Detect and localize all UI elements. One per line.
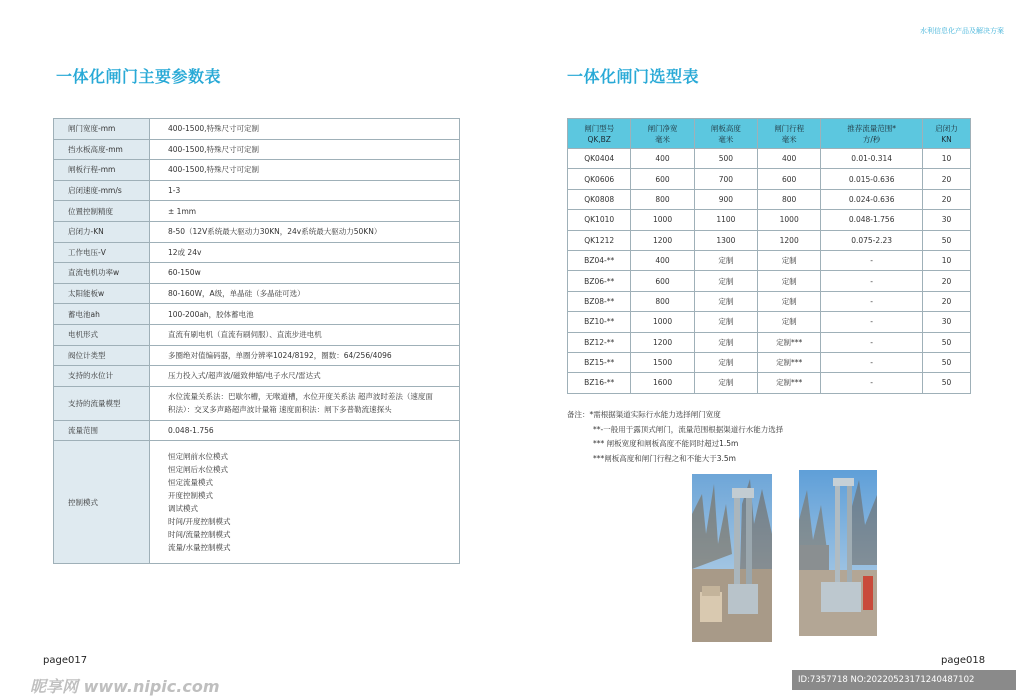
parameter-row [54, 242, 460, 263]
model-cell: - [821, 332, 923, 352]
parameter-value-line: 0.048-1.756 [168, 426, 214, 436]
model-cell: 0.015-0.636 [821, 169, 923, 189]
gate-photo-1 [692, 474, 772, 642]
model-cell: 30 [922, 210, 970, 230]
model-cell: - [821, 291, 923, 311]
parameter-value-line: 调试模式 [168, 504, 198, 514]
model-cell: 0.075-2.23 [821, 230, 923, 250]
parameter-name: 流量范围 [54, 420, 150, 441]
parameter-row [54, 201, 460, 222]
model-cell: 20 [922, 169, 970, 189]
model-cell: - [821, 271, 923, 291]
model-cell: QK0606 [568, 169, 631, 189]
column-header [631, 119, 694, 149]
model-cell: BZ10-** [568, 312, 631, 332]
parameter-row [54, 160, 460, 181]
parameter-value [150, 386, 460, 420]
model-cell: 1100 [694, 210, 757, 230]
model-cell: BZ12-** [568, 332, 631, 352]
parameter-row [54, 283, 460, 304]
model-cell: 定制 [758, 312, 821, 332]
parameter-value-line: 100-200ah，胶体蓄电池 [168, 309, 254, 319]
model-cell: 定制 [694, 271, 757, 291]
column-header [922, 119, 970, 149]
parameter-row [54, 441, 460, 564]
note-line-0 [567, 408, 783, 423]
parameter-value [150, 441, 460, 564]
model-cell: 400 [631, 250, 694, 270]
parameter-value-line: 8-50（12V系统最大驱动力30KN，24v系统最大驱动力50KN） [168, 227, 382, 237]
model-cell: 1500 [631, 352, 694, 372]
parameter-name: 支持的流量模型 [54, 386, 150, 420]
parameter-value [150, 201, 460, 222]
model-cell: 定制*** [758, 332, 821, 352]
parameter-value-line: 多圈绝对值编码器，单圈分辨率1024/8192，圈数：64/256/4096 [168, 350, 392, 360]
model-cell: 900 [694, 189, 757, 209]
image-id-bar: ID:7357718 NO:20220523171240487102 [792, 670, 1016, 690]
model-cell: BZ15-** [568, 352, 631, 372]
parameter-value-line: 400-1500,特殊尺寸可定制 [168, 144, 259, 154]
model-cell: 定制 [694, 373, 757, 393]
model-cell: 600 [631, 271, 694, 291]
parameter-value [150, 345, 460, 366]
model-cell: - [821, 373, 923, 393]
model-row [568, 373, 971, 393]
model-cell: 1300 [694, 230, 757, 250]
parameter-value [150, 119, 460, 140]
model-cell: QK1212 [568, 230, 631, 250]
parameter-name: 位置控制精度 [54, 201, 150, 222]
model-cell: 50 [922, 332, 970, 352]
model-cell: 1200 [631, 332, 694, 352]
parameter-row [54, 345, 460, 366]
model-cell: 1200 [631, 230, 694, 250]
parameter-value-line: ± 1mm [168, 206, 197, 216]
model-cell: 定制 [694, 332, 757, 352]
model-cell: BZ08-** [568, 291, 631, 311]
column-header [758, 119, 821, 149]
parameter-value-line: 时间/流量控制模式 [168, 530, 231, 540]
parameter-value-line: 积法）：交叉多声路超声波计量箱 速度面积法：闸下多普勒流速探头 [168, 405, 392, 415]
model-row [568, 332, 971, 352]
parameter-value-line: 60-150w [168, 268, 201, 278]
parameter-name: 启闭力-KN [54, 221, 150, 242]
model-cell: 1000 [758, 210, 821, 230]
column-header-line: 闸门型号 [584, 123, 615, 133]
parameter-name: 蓄电池ah [54, 304, 150, 325]
model-cell: 定制 [694, 352, 757, 372]
model-cell: 定制 [694, 312, 757, 332]
parameter-name: 闸板行程-mm [54, 160, 150, 181]
model-cell: 0.048-1.756 [821, 210, 923, 230]
model-row [568, 169, 971, 189]
column-header [694, 119, 757, 149]
model-cell: 10 [922, 250, 970, 270]
model-cell: - [821, 312, 923, 332]
column-header-line: 启闭力 [935, 123, 958, 133]
parameter-row [54, 263, 460, 284]
model-cell: 400 [631, 149, 694, 169]
parameter-value-line: 压力投入式/超声波/磁致伸缩/电子水尺/雷达式 [168, 371, 321, 381]
right-page-title: 一体化闸门选型表 [567, 67, 700, 86]
column-header-line: KN [941, 134, 952, 144]
model-cell: 20 [922, 189, 970, 209]
parameter-name: 控制模式 [54, 441, 150, 564]
column-header-line: 推荐流量范围* [847, 123, 897, 133]
parameter-value-line: 恒定闸前水位模式 [168, 452, 228, 462]
model-cell: 50 [922, 230, 970, 250]
parameter-value [150, 139, 460, 160]
model-cell: 10 [922, 149, 970, 169]
parameter-row [54, 221, 460, 242]
column-header-line: QK,BZ [587, 134, 611, 144]
model-row [568, 189, 971, 209]
parameter-name: 直流电机功率w [54, 263, 150, 284]
parameter-value [150, 221, 460, 242]
parameter-value [150, 242, 460, 263]
model-cell: 50 [922, 373, 970, 393]
model-cell: QK0404 [568, 149, 631, 169]
note-line-3: ***闸板高度和闸门行程之和不能大于3.5m [593, 453, 736, 463]
model-cell: 20 [922, 291, 970, 311]
parameter-row [54, 119, 460, 140]
model-row [568, 352, 971, 372]
selection-table [567, 118, 971, 394]
model-row [568, 291, 971, 311]
parameter-row [54, 324, 460, 345]
model-cell: 50 [922, 352, 970, 372]
column-header-line: 闸板高度 [710, 123, 741, 133]
parameter-value-line: 恒定闸后水位模式 [168, 465, 228, 475]
parameter-name: 支持的水位计 [54, 366, 150, 387]
parameter-value-line: 1-3 [168, 186, 181, 196]
model-row [568, 250, 971, 270]
watermark-logo: 昵享网 www.nipic.com [30, 677, 220, 696]
parameter-value [150, 366, 460, 387]
parameter-name: 工作电压-V [54, 242, 150, 263]
header-tag: 水利信息化产品及解决方案 [920, 27, 1004, 35]
model-cell: 定制 [694, 291, 757, 311]
parameter-value-line: 12或 24v [168, 247, 202, 257]
model-cell: 20 [922, 271, 970, 291]
gate-photo-2 [799, 470, 877, 636]
model-cell: 0.01-0.314 [821, 149, 923, 169]
model-cell: 600 [758, 169, 821, 189]
column-header-line: 闸门行程 [774, 123, 805, 133]
page-number-right: page018 [941, 655, 986, 666]
model-cell: 定制 [758, 250, 821, 270]
model-cell: 800 [758, 189, 821, 209]
model-cell: 定制 [758, 291, 821, 311]
parameter-name: 挡水板高度-mm [54, 139, 150, 160]
model-row [568, 230, 971, 250]
model-cell: BZ06-** [568, 271, 631, 291]
parameter-value [150, 324, 460, 345]
parameter-value [150, 304, 460, 325]
model-cell: 30 [922, 312, 970, 332]
parameter-value-line: 80-160W，A级，单晶硅（多晶硅可选） [168, 289, 305, 299]
parameter-name: 太阳能板w [54, 283, 150, 304]
left-page-title: 一体化闸门主要参数表 [56, 67, 222, 86]
column-header-line: 方/秒 [862, 134, 881, 144]
model-cell: 定制 [694, 250, 757, 270]
model-cell: QK0808 [568, 189, 631, 209]
parameter-row [54, 420, 460, 441]
parameter-value-line: 400-1500,特殊尺寸可定制 [168, 165, 259, 175]
parameter-row [54, 180, 460, 201]
parameter-value-line: 水位流量关系法：巴歇尔槽，无喉道槽，水位开度关系法 超声波时差法（速度面 [168, 392, 433, 402]
model-cell: BZ04-** [568, 250, 631, 270]
column-header-line: 毫米 [781, 134, 797, 144]
model-row [568, 149, 971, 169]
model-cell: 定制*** [758, 352, 821, 372]
model-cell: 0.024-0.636 [821, 189, 923, 209]
model-cell: - [821, 352, 923, 372]
page-number-left: page017 [43, 655, 88, 666]
model-cell: 1600 [631, 373, 694, 393]
note-line-2: *** 闸板宽度和闸板高度不能同时超过1.5m [593, 439, 739, 449]
model-cell: 800 [631, 189, 694, 209]
parameter-value [150, 180, 460, 201]
parameter-value-line: 开度控制模式 [168, 491, 213, 501]
parameter-name: 启闭速度-mm/s [54, 180, 150, 201]
parameter-name: 闸门宽度-mm [54, 119, 150, 140]
column-header-line: 毫米 [718, 134, 734, 144]
parameter-row [54, 139, 460, 160]
parameter-value [150, 283, 460, 304]
notes-label: 备注： [567, 410, 590, 419]
note-item: *需根据渠道实际行水能力选择闸门宽度 [589, 410, 721, 419]
parameter-row [54, 386, 460, 420]
model-cell: 1200 [758, 230, 821, 250]
model-row [568, 271, 971, 291]
parameter-value-line: 恒定流量模式 [168, 478, 213, 488]
parameter-value [150, 160, 460, 181]
note-line-1: **-一般用于露顶式闸门，流量范围根据渠道行水能力选择 [593, 424, 784, 434]
model-cell: 800 [631, 291, 694, 311]
parameter-value-line: 时间/开度控制模式 [168, 517, 231, 527]
column-header-line: 闸门净宽 [647, 123, 678, 133]
model-cell: BZ16-** [568, 373, 631, 393]
model-cell: 500 [694, 149, 757, 169]
parameter-row [54, 366, 460, 387]
model-cell: 600 [631, 169, 694, 189]
parameter-value [150, 420, 460, 441]
parameter-value-line: 流量/水量控制模式 [168, 543, 231, 553]
column-header [568, 119, 631, 149]
model-cell: 定制 [758, 271, 821, 291]
parameter-name: 电机形式 [54, 324, 150, 345]
model-row [568, 210, 971, 230]
parameter-name: 阀位计类型 [54, 345, 150, 366]
model-cell: QK1010 [568, 210, 631, 230]
model-row [568, 312, 971, 332]
model-cell: 1000 [631, 312, 694, 332]
model-cell: 1000 [631, 210, 694, 230]
column-header-line: 毫米 [655, 134, 671, 144]
parameter-table [53, 118, 460, 564]
parameter-value-line: 400-1500,特殊尺寸可定制 [168, 124, 259, 134]
parameter-row [54, 304, 460, 325]
model-cell: 400 [758, 149, 821, 169]
model-cell: - [821, 250, 923, 270]
model-cell: 700 [694, 169, 757, 189]
parameter-value-line: 直流有刷电机（直流有刷伺服）、直流步进电机 [168, 330, 322, 340]
parameter-value [150, 263, 460, 284]
column-header [821, 119, 923, 149]
notes-block [567, 408, 783, 466]
model-cell: 定制*** [758, 373, 821, 393]
